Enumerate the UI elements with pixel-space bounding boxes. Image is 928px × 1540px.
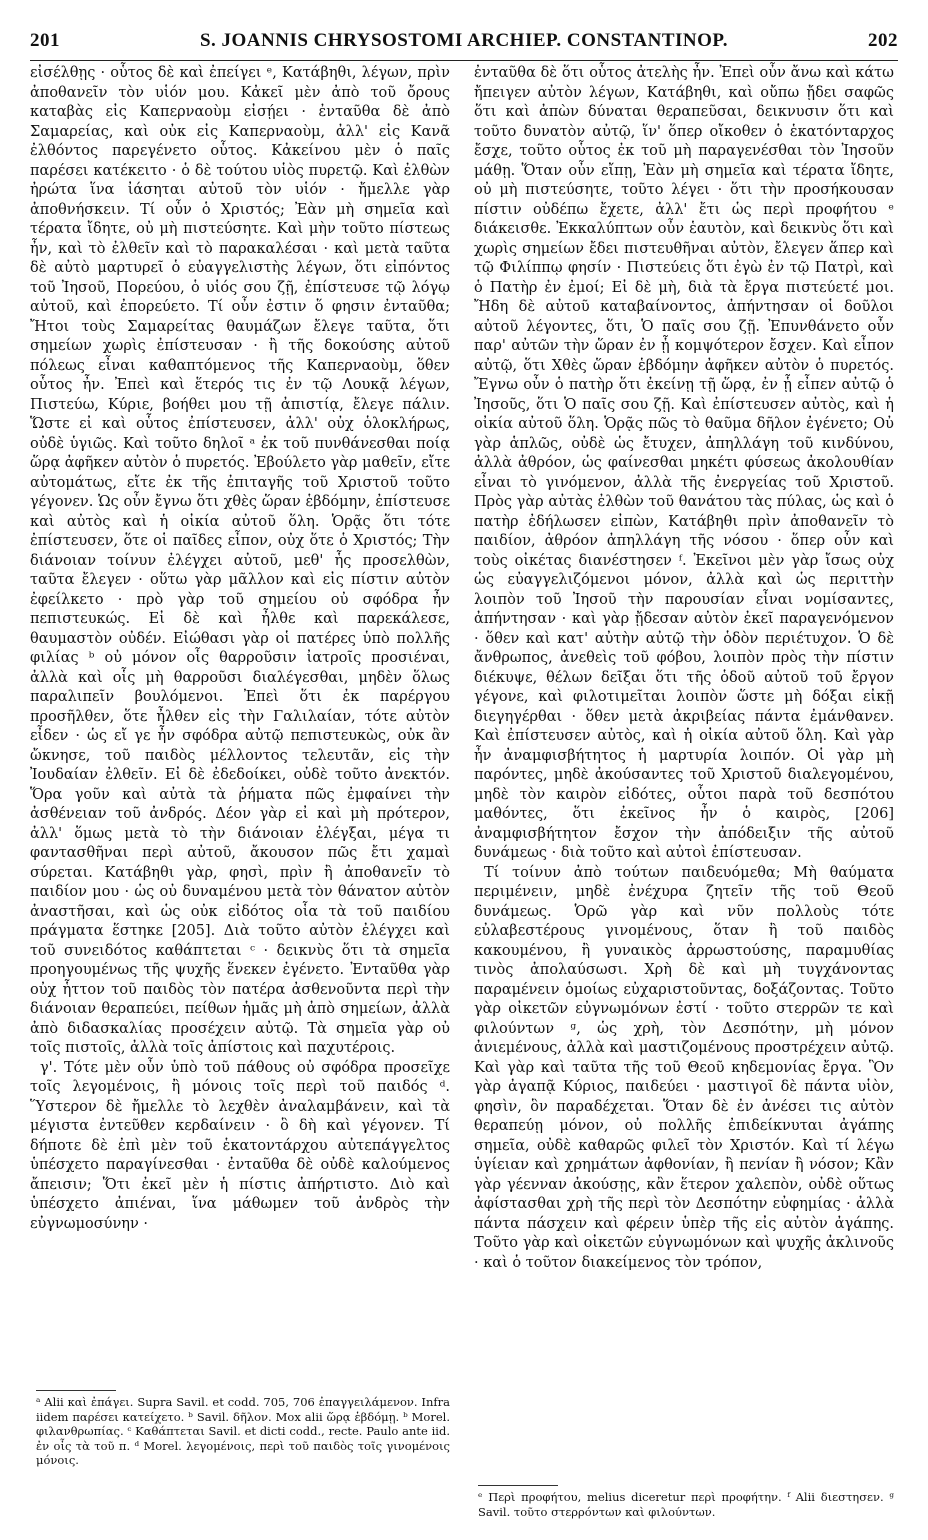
right-paragraph-1: ἐνταῦθα δὲ ὅτι οὗτος ἀτελὴς ἦν. Ἐπεὶ οὖν ἄνω καὶ κάτω ἤπειγεν αὐτὸν λέγων, Κατάβηθι, καὶ οὔπω ᾔδει σαφῶς ὅτι καὶ ἀπὼν δύναται θεραπεῦσαι, δεικνυσιν ὅτι καὶ τοῦτο δυνατὸν αὐτῷ, ἵν' ὅπερ οἴκοθεν ὁ ἑκατόνταρχος ἔσχε, τοῦτο οὗτος ἐκ τοῦ μὴ παραγενέσθαι τὸν Ἰησοῦν μάθῃ. Ὅταν οὖν εἴπῃ, Ἐὰν μὴ σημεῖα καὶ τέρατα ἴδητε, οὐ μὴ πιστεύσητε, τοῦτο λέγει · ὅτι τὴν προσήκουσαν πίστιν οὐδέπω ἔχετε, ἀλλ' ἔτι ὡς περὶ προφήτου ᵉ διάκεισθε. Ἐκκαλύπτων οὖν ἑαυτὸν, καὶ δεικνὺς ὅτι καὶ χωρὶς σημείων ἔδει πιστευθῆναι αὐτὸν, ἔλεγεν ἅπερ καὶ τῷ Φιλίππῳ φησίν · Πιστεύεις ὅτι ἐγὼ ἐν τῷ Πατρὶ, καὶ ὁ Πατὴρ ἐν ἐμοί; Εἰ δὲ μὴ, διὰ τὰ ἔργα πιστεύετέ μοι. Ἤδη δὲ αὐτοῦ καταβαίνοντος, ἀπήντησαν οἱ δοῦλοι αὐτοῦ λέγοντες, ὅτι, Ὁ παῖς σου ζῇ. Ἐπυνθάνετο οὖν παρ' αὐτῶν τὴν ὥραν ἐν ᾗ κομψότερον ἔσχεν. Καὶ εἶπον αὐτῷ, ὅτι Χθὲς ὥραν ἑβδόμην ἀφῆκεν αὐτὸν ὁ πυρετός. Ἔγνω οὖν ὁ πατὴρ ὅτι ἐκείνῃ τῇ ὥρᾳ, ἐν ᾗ εἶπεν αὐτῷ ὁ Ἰησοῦς, ὅτι Ὁ παῖς σου ζῇ. Καὶ ἐπίστευσεν αὐτὸς, καὶ ἡ οἰκία αὐτοῦ ὅλη. Ὁρᾷς πῶς τὸ θαῦμα δῆλον ἐγένετο; Οὐ γὰρ ἁπλῶς, οὐδὲ ὡς ἔτυχεν, ἀπηλλάγη τοῦ κινδύνου, ἀλλὰ ἀθρόον, ὡς φαίνεσθαι μηκέτι φύσεως ἀκολουθίαν εἶναι τὸ γινόμενον, ἀλλὰ τῆς ἐνεργείας τοῦ Χριστοῦ. Πρὸς γὰρ αὐτὰς ἐλθὼν τοῦ θανάτου τὰς πύλας, ὡς καὶ ὁ πατὴρ ἐδήλωσεν εἰπὼν, Κατάβηθι πρὶν ἀποθανεῖν τὸ παιδίον, ἀθρόον ἀπηλλάγη τῆς νόσου · ὅπερ οὖν καὶ τοὺς οἰκέτας διανέστησεν ᶠ. Ἐκεῖνοι μὲν γὰρ ἴσως οὐχ ὡς εὐαγγελιζόμενοι μόνον, ἀλλὰ καὶ ὡς περιττὴν λοιπὸν τοῦ Ἰησοῦ τὴν παρουσίαν εἶναι νομίσαντες, ἀπήντησαν · καὶ γὰρ ᾔδεσαν αὐτὸν ἐκεῖ παραγενόμενον · ὅθεν καὶ κατ' αὐτὴν αὐτῷ τὴν ὁδὸν περιέτυχον. Ὁ δὲ ἄνθρωπος, ἀνεθεὶς τοῦ φόβου, λοιπὸν πρὸς τὴν πίστιν διέκυψε, θέλων δεῖξαι ὅτι τῆς ὁδοῦ αὐτοῦ τοῦ ἔργον γέγονε, καὶ φιλοτιμεῖται λοιπὸν ὥστε μὴ δόξαι εἰκῇ διεγηγέρθαι · ὅθεν μετὰ ἀκριβείας πάντα ἐμάνθανεν. Καὶ ἐπίστευσεν αὐτὸς, καὶ ἡ οἰκία αὐτοῦ ὅλη. Καὶ γὰρ ἦν ἀναμφισβήτητος ἡ μαρτυρία λοιπόν. Οἱ γὰρ μὴ παρόντες, μηδὲ ἀκούσαντες τοῦ Χριστοῦ διαλεγομένου, μηδὲ τὸν καιρὸν εἰδότες, οὗτοι παρὰ τοῦ δεσπότου μαθόντες, ὅτι ἐκεῖνος ἦν ὁ καιρὸς, [206] ἀναμφισβήτητον ἔσχον τὴν ἀπόδειξιν τῆς αὐτοῦ δυνάμεως · διὰ τοῦτο καὶ αὐτοὶ ἐπίστευσαν. (474, 65, 894, 861)
footnote-rule-left (36, 1390, 116, 1391)
left-paragraph-2: γ'. Τότε μὲν οὖν ὑπὸ τοῦ πάθους οὐ σφόδρα προσεῖχε τοῖς λεγομένοις, ἢ μόνοις τοῖς περὶ τοῦ παιδός ᵈ. Ὕστερον δὲ ἤμελλε τὸ λεχθὲν ἀναλαμβάνειν, καὶ τὰ μέγιστα ἐντεῦθεν κερδαίνειν · ὃ δὴ καὶ γέγονεν. Τί δήποτε δὲ ἐπὶ μὲν τοῦ ἑκατοντάρχου αὐτεπάγγελτος ὑπέσχετο παραγίνεσθαι · ἐνταῦθα δὲ οὐδὲ καλούμενος ἄπεισιν; Ὅτι ἐκεῖ μὲν ἡ πίστις ἀπήρτιστο. Διὸ καὶ ὑπέσχετο ἀπιέναι, ἵνα μάθωμεν τοῦ ἀνδρὸς τὴν εὐγνωμοσύνην · (30, 1059, 450, 1232)
footnote-rule-right (478, 1485, 558, 1486)
left-paragraph-1: εἰσέλθῃς · οὗτος δὲ καὶ ἐπείγει ᵉ, Κατάβηθι, λέγων, πρὶν ἀποθανεῖν τὸν υἱόν μου. Κἀκεῖ μὲν ἀπὸ τοῦ ὄρους καταβὰς εἰς Καπερναοὺμ εἰσῄει · ἐνταῦθα δὲ ἀπὸ Σαμαρείας, καὶ οὐκ εἰς Καπερναοὺμ, ἀλλ' εἰς Κανᾶ ἐλθόντος παρεγένετο οὗτος. Κἀκείνου μὲν ὁ παῖς παρέσει κατέκειτο · ὁ δὲ τούτου υἱὸς πυρετῷ. Καὶ ἐλθὼν ἠρώτα ἵνα ἰάσηται αὐτοῦ τὸν υἱόν · ἤμελλε γὰρ ἀποθνήσκειν. Τί οὖν ὁ Χριστός; Ἐὰν μὴ σημεῖα καὶ τέρατα ἴδητε, οὐ μὴ πιστεύσητε. Καὶ μὴν τοῦτο πίστεως ἦν, καὶ τὸ ἐλθεῖν καὶ τὸ παρακαλέσαι · καὶ μετὰ ταῦτα δὲ αὐτὸ μαρτυρεῖ ὁ εὐαγγελιστὴς λέγων, ὅτι εἰπόντος τοῦ Ἰησοῦ, Πορεύου, ὁ υἱός σου ζῇ, ἐπίστευσε τῷ λόγῳ αὐτοῦ, καὶ ἐπορεύετο. Τί οὖν ἐστιν ὅ φησιν ἐνταῦθα; Ἤτοι τοὺς Σαμαρείτας θαυμάζων ἔλεγε ταῦτα, ὅτι σημείων χωρὶς ἐπίστευσαν · ἢ τῆς δοκούσης αὐτοῦ πόλεως εἶναι καθαπτόμενος τῆς Καπερναοὺμ, ὅθεν οὗτος ἦν. Ἐπεὶ καὶ ἕτερός τις ἐν τῷ Λουκᾷ λέγων, Πιστεύω, Κύριε, βοήθει μου τῇ ἀπιστίᾳ, ἔλεγε πάλιν. Ὥστε εἰ καὶ οὗτος ἐπίστευσεν, ἀλλ' οὐχ ὁλοκλήρως, οὐδὲ ὑγιῶς. Καὶ τοῦτο δηλοῖ ᵃ ἐκ τοῦ πυνθάνεσθαι ποίᾳ ὥρᾳ ἀφῆκεν αὐτὸν ὁ πυρετός. Ἐβούλετο γὰρ μαθεῖν, εἴτε αὐτομάτως, εἴτε ἐκ τῆς ἐπιταγῆς τοῦ Χριστοῦ τοῦτο γέγονεν. Ὡς οὖν ἔγνω ὅτι χθὲς ὥραν ἑβδόμην, ἐπίστευσε καὶ αὐτὸς καὶ ἡ οἰκία αὐτοῦ ὅλη. Ὁρᾷς ὅτι τότε ἐπίστευσεν, ὅτε οἱ παῖδες εἶπον, οὐχ ὅτε ὁ Χριστός; Τὴν διάνοιαν τοίνυν ἐλέγχει αὐτοῦ, μεθ' ἧς προσελθὼν, ταῦτα ἔλεγεν · οὕτω γὰρ μᾶλλον καὶ εἰς πίστιν αὐτὸν ἐφείλκετο · πρὸ γὰρ τοῦ σημείου οὐ σφόδρα ἦν πεπιστευκώς. Εἰ δὲ καὶ ἦλθε καὶ παρεκάλεσε, θαυμαστὸν οὐδέν. Εἰώθασι γὰρ οἱ πατέρες ὑπὸ πολλῆς φιλίας ᵇ οὐ μόνον οἷς θαρρoῦσιν ἰατροῖς προσιέναι, ἀλλὰ καὶ οἷς μὴ θαρροῦσι διαλέγεσθαι, μηδὲν ὅλως παραλιπεῖν βουλόμενοι. Ἐπεὶ ὅτι ἐκ παρέργου προσῆλθεν, ὅτε ἦλθεν εἰς τὴν Γαλιλαίαν, τότε αὐτὸν εἶδεν · ὡς εἴ γε ἦν σφόδρα αὐτῷ πεπιστευκὼς, οὐκ ἂν ὤκνησε, τοῦ παιδὸς μέλλοντος τελευτᾶν, εἰς τὴν Ἰουδαίαν ἐλθεῖν. Εἰ δὲ ἐδεδοίκει, οὐδὲ τοῦτο ἀνεκτόν. Ὅρα γοῦν καὶ αὐτὰ τὰ ῥήματα πῶς ἐμφαίνει τὴν ἀσθένειαν τοῦ ἀνδρός. Δέον γὰρ εἰ καὶ μὴ πρότερον, ἀλλ' ὅμως μετὰ τὸ τὴν διάνοιαν ἐλέγξαι, μέγα τι φαντασθῆναι περὶ αὐτοῦ, ἄκουσον πῶς ἔτι χαμαὶ σύρεται. Κατάβηθι γὰρ, φησὶ, πρὶν ἢ ἀποθανεῖν τὸ παιδίον μου · ὡς οὐ δυναμένου μετὰ τὸν θάνατον αὐτὸν ἀναστῆσαι, καὶ ὡς οὐκ εἰδότος οἷα τὰ τοῦ παιδίου πράγματα ἕστηκε [205]. Διὰ τοῦτο αὐτὸν ἐλέγχει καὶ τοῦ συνειδότος καθάπτεται ᶜ · δεικνὺς ὅτι τὰ σημεῖα προηγουμένως τῆς ψυχῆς ἕνεκεν ἐγένετο. Ἐνταῦθα γὰρ οὐχ ἧττον τοῦ παιδὸς τὸν πατέρα ἀσθενοῦντα περὶ τὴν διάνοιαν θεραπεύει, πείθων ἡμᾶς μὴ ἀπὸ σημείων, ἀλλὰ ἀπὸ διδασκαλίας προσέχειν αὐτῷ. Τὰ σημεῖα γὰρ οὐ τοῖς πιστοῖς, ἀλλὰ τοῖς ἀπίστοις καὶ παχυτέροις. (30, 65, 450, 1056)
footnotes-right: ᵉ Περὶ προφήτου, melius diceretur περὶ προφήτην. ᶠ Alii διεστησεν. ᵍ Savil. τοῦτο στερρόντων καὶ φιλούντων. (478, 1490, 894, 1519)
running-title: S. JOANNIS CHRYSOSTOMI ARCHIEP. CONSTANTINOP. (199, 30, 729, 51)
right-column (474, 64, 894, 1273)
page-header (30, 30, 898, 58)
left-column (30, 64, 450, 1234)
page-number-left: 201 (30, 30, 60, 51)
footnotes-left: ᵃ Alii καὶ ἐπάγει. Supra Savil. et codd. 705, 706 ἐπαγγειλάμενον. Infra iidem παρέσει κατείχετο. ᵇ Savil. δῆλον. Mox alii ὥρᾳ ἑβδόμῃ. ᵇ Morel. φιλανθρωπίας. ᶜ Καθάπτεται Savil. et dicti codd., recte. Paulo ante iid. ἐν οἷς τὰ τοῦ π. ᵈ Morel. λεγομένοις, περὶ τοῦ παιδὸς τοῖς γινομένοις μόνοις. (36, 1395, 450, 1467)
page-number-right: 202 (868, 30, 898, 51)
right-paragraph-2: Τί τοίνυν ἀπὸ τούτων παιδευόμεθα; Μὴ θαύματα περιμένειν, μηδὲ ἐνέχυρα ζητεῖν τῆς τοῦ Θεοῦ δυνάμεως. Ὁρῶ γὰρ καὶ νῦν πολλοὺς τότε εὐλαβεστέρους γινομένους, ὅταν ἢ τοῦ παιδὸς κακουμένου, ἢ γυναικὸς ἀρρωστούσης, παραμυθίας τινὸς ἀπολαύσωσι. Χρὴ δὲ καὶ μὴ τυγχάνοντας παραμένειν ὁμοίως εὐχαριστοῦντας, δοξάζοντας. Τοῦτο γὰρ οἰκετῶν εὐγνωμόνων ἐστί · τοῦτο στερρῶν τε καὶ φιλούντων ᵍ, ὡς χρὴ, τὸν Δεσπότην, μὴ μόνον ἀνιεμένους, ἀλλὰ καὶ μαστιζομένους προστρέχειν αὐτῷ. Καὶ γὰρ καὶ ταῦτα τῆς τοῦ Θεοῦ κηδεμονίας ἔργα. Ὃν γὰρ ἀγαπᾷ Κύριος, παιδεύει · μαστιγοῖ δὲ πάντα υἱὸν, φησὶν, ὃν παραδέχεται. Ὅταν δὲ ἐν ἀνέσει τις αὐτὸν θεραπεύῃ μόνον, οὐ πολλῆς ἐπιδείκνυται ἀγάπης σημεῖα, οὐδὲ καθαρῶς φιλεῖ τὸν Χριστόν. Καὶ τί λέγω ὑγίειαν καὶ χρημάτων ἀφθονίαν, ἢ πενίαν ἢ νόσον; Κἂν γὰρ γέενναν ἀκούσῃς, κἂν ἕτερον χαλεπὸν, οὐδὲ οὕτως ἀφίστασθαι χρὴ τῆς περὶ τὸν Δεσπότην εὐφημίας · ἀλλὰ πάντα πάσχειν καὶ φέρειν ὑπὲρ τῆς εἰς αὐτὸν ἀγάπης. Τοῦτο γὰρ καὶ οἰκετῶν εὐγνωμόνων καὶ ψυχῆς ἀκλινοῦς · καὶ ὁ τοῦτον διακείμενος τὸν τρόπον, (474, 864, 894, 1271)
header-rule (30, 60, 898, 61)
